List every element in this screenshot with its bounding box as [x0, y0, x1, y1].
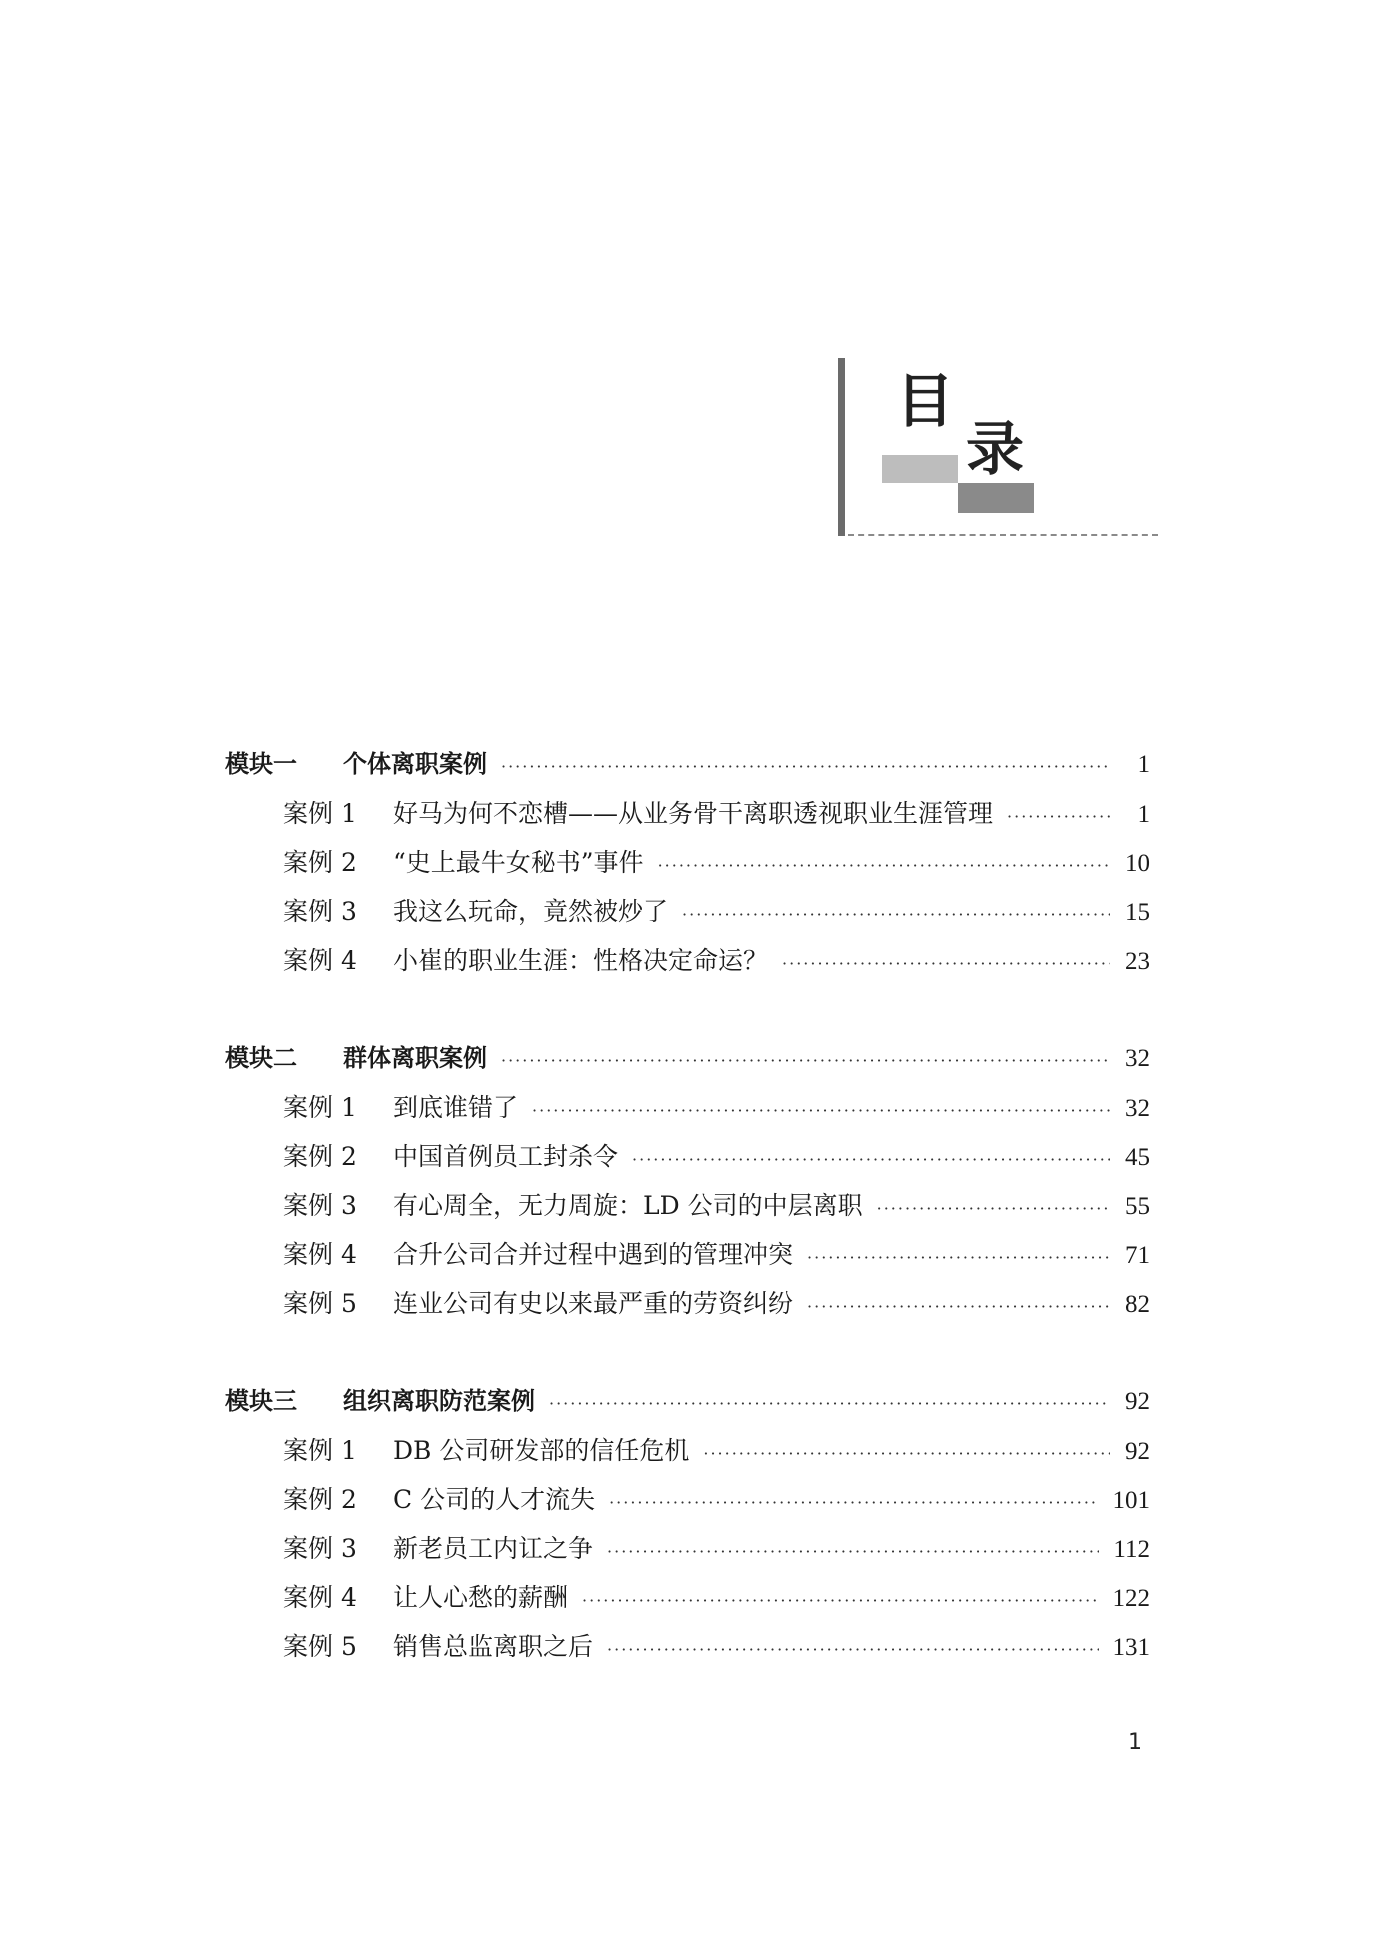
case-label: 案例 2: [283, 1142, 357, 1171]
case-title: “史上最牛女秘书”事件: [393, 848, 644, 877]
case-label: 案例 2: [283, 1485, 357, 1514]
footer-page-number: 1: [1128, 1730, 1142, 1755]
toc-module-row[interactable]: [225, 1377, 1150, 1426]
case-title: 好马为何不恋槽——从业务骨干离职透视职业生涯管理: [393, 799, 994, 828]
toc-case-row[interactable]: [225, 1181, 1150, 1230]
case-title: DB 公司研发部的信任危机: [393, 1436, 690, 1465]
toc-case-row[interactable]: [225, 1279, 1150, 1328]
table-of-contents: [225, 740, 1150, 1720]
dot-leader: [782, 939, 1110, 988]
page-title-char-1: 目: [896, 367, 955, 435]
toc-case-row[interactable]: [225, 1230, 1150, 1279]
toc-case-row[interactable]: [225, 887, 1150, 936]
case-page-number: 92: [1125, 1438, 1150, 1465]
case-page-number: 23: [1125, 948, 1150, 975]
case-label: 案例 3: [283, 1191, 357, 1220]
dot-leader: [877, 1184, 1110, 1233]
module-title: 组织离职防范案例: [343, 1387, 535, 1415]
case-label: 案例 3: [283, 897, 357, 926]
case-page-number: 112: [1113, 1536, 1150, 1563]
case-title: 有心周全，无力周旋：LD 公司的中层离职: [393, 1191, 863, 1220]
dot-leader: [807, 1282, 1110, 1331]
case-page-number: 10: [1125, 850, 1150, 877]
toc-case-row[interactable]: [225, 1622, 1150, 1671]
toc-module-row[interactable]: [225, 1034, 1150, 1083]
title-decor-dark-bar: [958, 483, 1034, 513]
case-title: 新老员工内讧之争: [393, 1534, 594, 1563]
case-page-number: 32: [1125, 1095, 1150, 1122]
case-title: 小崔的职业生涯：性格决定命运？: [393, 946, 769, 975]
case-page-number: 45: [1125, 1144, 1150, 1171]
toc-case-row[interactable]: [225, 1132, 1150, 1181]
dot-leader: [501, 1036, 1110, 1085]
toc-module-3: [225, 1377, 1150, 1671]
toc-title-block: [838, 358, 1158, 538]
case-label: 案例 1: [283, 1093, 357, 1122]
dot-leader: [658, 841, 1110, 890]
case-label: 案例 3: [283, 1534, 357, 1563]
module-label: 模块二: [225, 1044, 297, 1072]
module-page-number: 32: [1125, 1045, 1150, 1072]
module-page-number: 1: [1137, 751, 1150, 778]
case-label: 案例 4: [283, 946, 357, 975]
case-page-number: 15: [1125, 899, 1150, 926]
module-label: 模块三: [225, 1387, 297, 1415]
case-page-number: 101: [1112, 1487, 1150, 1514]
dot-leader: [549, 1379, 1110, 1428]
module-title: 群体离职案例: [343, 1044, 487, 1072]
toc-case-row[interactable]: [225, 936, 1150, 985]
dot-leader: [582, 1576, 1098, 1625]
toc-case-row[interactable]: [225, 838, 1150, 887]
case-title: 销售总监离职之后: [393, 1632, 594, 1661]
case-page-number: 71: [1125, 1242, 1150, 1269]
page-title-char-2: 录: [966, 415, 1025, 483]
case-title: 合升公司合并过程中遇到的管理冲突: [393, 1240, 794, 1269]
case-label: 案例 4: [283, 1240, 357, 1269]
title-decor-light-bar: [882, 455, 958, 483]
toc-case-row[interactable]: [225, 789, 1150, 838]
dot-leader: [609, 1478, 1098, 1527]
case-title: 让人心愁的薪酬: [393, 1583, 569, 1612]
module-title: 个体离职案例: [343, 750, 487, 778]
title-dashed-rule: [848, 534, 1158, 536]
case-title: 我这么玩命，竟然被炒了: [393, 897, 669, 926]
toc-case-row[interactable]: [225, 1475, 1150, 1524]
case-title: C 公司的人才流失: [393, 1485, 596, 1514]
case-label: 案例 1: [283, 799, 357, 828]
case-page-number: 1: [1137, 801, 1150, 828]
title-vertical-bar: [838, 358, 845, 536]
dot-leader: [632, 1135, 1110, 1184]
module-label: 模块一: [225, 750, 297, 778]
toc-case-row[interactable]: [225, 1573, 1150, 1622]
dot-leader: [1007, 792, 1110, 841]
case-label: 案例 5: [283, 1632, 357, 1661]
dot-leader: [807, 1233, 1110, 1282]
toc-module-2: [225, 1034, 1150, 1328]
dot-leader: [703, 1429, 1110, 1478]
case-label: 案例 1: [283, 1436, 357, 1465]
toc-case-row[interactable]: [225, 1524, 1150, 1573]
case-title: 连业公司有史以来最严重的劳资纠纷: [393, 1289, 794, 1318]
case-title: 中国首例员工封杀令: [393, 1142, 619, 1171]
module-page-number: 92: [1125, 1388, 1150, 1415]
case-label: 案例 2: [283, 848, 357, 877]
toc-module-1: [225, 740, 1150, 985]
dot-leader: [501, 742, 1110, 791]
dot-leader: [607, 1625, 1098, 1674]
dot-leader: [682, 890, 1110, 939]
case-label: 案例 4: [283, 1583, 357, 1612]
dot-leader: [607, 1527, 1099, 1576]
dot-leader: [532, 1086, 1110, 1135]
toc-case-row[interactable]: [225, 1083, 1150, 1132]
case-page-number: 55: [1125, 1193, 1150, 1220]
toc-case-row[interactable]: [225, 1426, 1150, 1475]
case-page-number: 131: [1112, 1634, 1150, 1661]
case-page-number: 122: [1112, 1585, 1150, 1612]
toc-module-row[interactable]: [225, 740, 1150, 789]
case-label: 案例 5: [283, 1289, 357, 1318]
case-page-number: 82: [1125, 1291, 1150, 1318]
case-title: 到底谁错了: [393, 1093, 519, 1122]
